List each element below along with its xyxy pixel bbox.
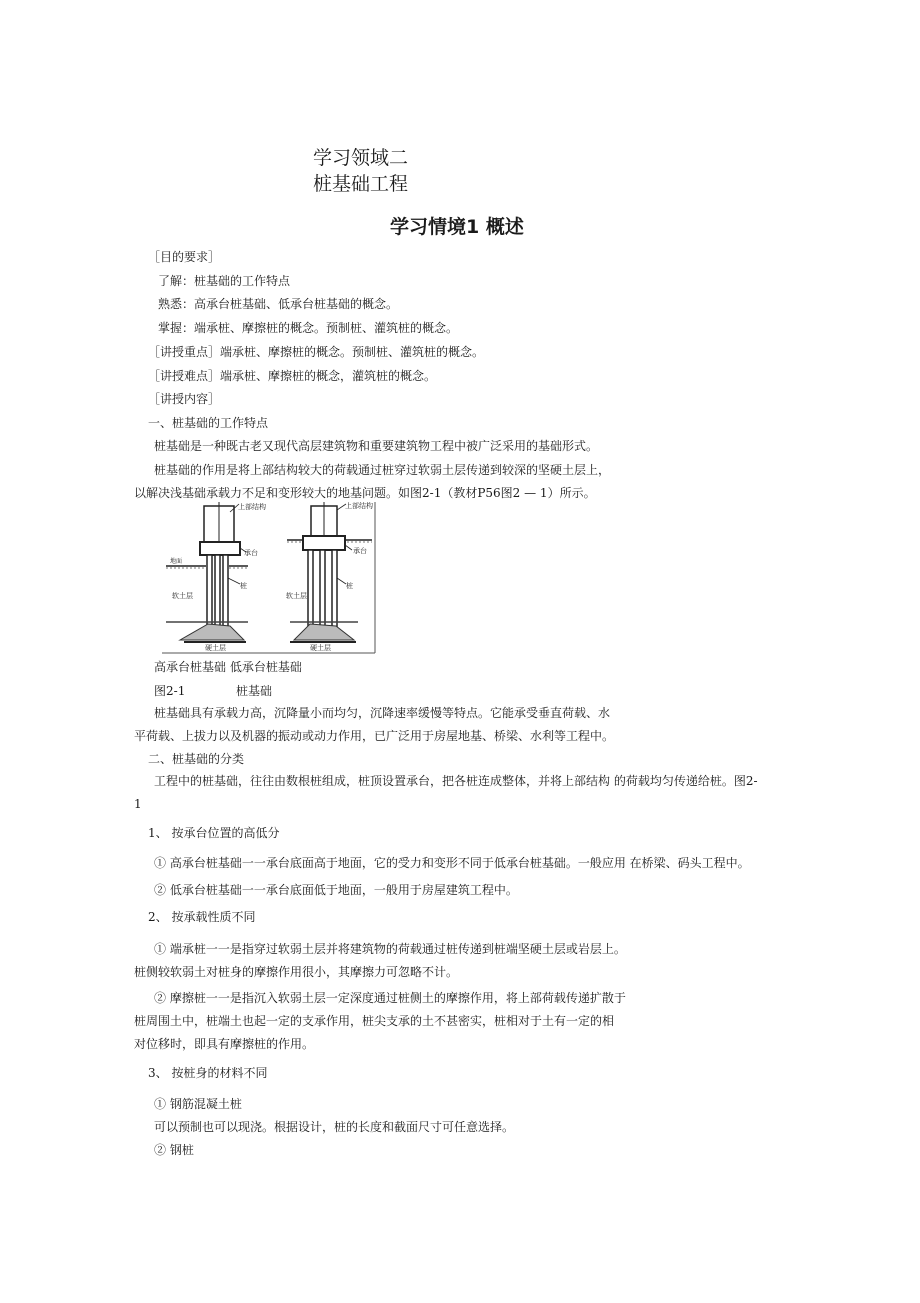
list-item: ① 钢筋混凝土桩 [154,1097,242,1111]
list-item: ① 端承桩一一是指穿过软弱土层并将建筑物的荷载通过桩传递到桩端坚硬土层或岩层上。 [154,942,626,956]
objective-familiar: 熟悉：高承台桩基础、低承台桩基础的概念。 [158,297,399,311]
objective-understand: 了解：桩基础的工作特点 [158,274,291,288]
label-pile-cap: 承台 [244,549,258,557]
high-cap-pile-diagram [166,502,266,652]
objective-master: 掌握：端承桩、摩擦桩的概念。预制桩、灌筑桩的概念。 [158,321,459,335]
situation-title: 学习情境1 概述 [390,216,524,238]
teaching-content-heading: ［讲授内容］ [148,392,221,406]
label-soft-soil: 软土层 [286,592,307,600]
section-2-heading: 二、桩基础的分类 [148,752,245,766]
paragraph: 桩周围土中，桩端土也起一定的支承作用，桩尖支承的土不甚密实，桩相对于土有一定的相 [134,1014,615,1028]
paragraph: 对位移时，即具有摩擦桩的作用。 [134,1037,315,1051]
paragraph: 桩基础的作用是将上部结构较大的荷载通过桩穿过软弱土层传递到较深的坚硬土层上， [154,463,611,477]
section-1-heading: 一、桩基础的工作特点 [148,416,269,430]
label-soft-soil: 软土层 [172,592,193,600]
paragraph: 桩侧较软弱土对桩身的摩擦作用很小，其摩擦力可忽略不计。 [134,965,459,979]
label-superstructure: 上部结构 [345,502,373,510]
objectives-heading: ［目的要求］ [148,250,221,264]
label-pile: 桩 [346,582,353,590]
paragraph: 桩基础具有承载力高，沉降量小而均匀，沉降速率缓慢等特点。它能承受垂直荷载、水 [154,706,611,720]
paragraph: 可以预制也可以现浇。根据设计，桩的长度和截面尺寸可任意选择。 [154,1120,515,1134]
subsection-heading: 3、 按桩身的材料不同 [148,1066,268,1080]
figure-caption-name: 桩基础 [236,684,273,698]
label-ground: 地面 [170,558,183,565]
paragraph: 桩基础是一种既古老又现代高层建筑物和重要建筑物工程中被广泛采用的基础形式。 [154,439,599,453]
list-item: ② 钢桩 [154,1143,194,1157]
subsection-heading: 1、 按承台位置的高低分 [148,826,280,840]
list-item: ② 低承台桩基础一一承台底面低于地面，一般用于房屋建筑工程中。 [154,883,518,897]
paragraph: 以解决浅基础承载力不足和变形较大的地基问题。如图2-1（教材P56图2 — 1）所示。 [134,486,596,500]
figure-caption-types: 高承台桩基础 低承台桩基础 [154,660,302,674]
teaching-key-points: ［讲授重点］端承桩、摩擦桩的概念。预制桩、灌筑桩的概念。 [148,345,485,359]
label-superstructure: 上部结构 [238,503,266,511]
list-item: ① 高承台桩基础一一承台底面高于地面，它的受力和变形不同于低承台桩基础。一般应用 在桥梁、码头工程中。 [154,856,750,870]
label-pile-cap: 承台 [353,547,367,555]
list-item: ② 摩擦桩一一是指沉入软弱土层一定深度通过桩侧土的摩擦作用，将上部荷载传递扩散于 [154,991,626,1005]
area-title: 学习领域二 [313,147,409,169]
label-pile: 桩 [240,582,247,590]
paragraph: 平荷载、上拔力以及机器的振动或动力作用，已广泛用于房屋地基、桥梁、水利等工程中。 [134,729,615,743]
subsection-heading: 2、 按承载性质不同 [148,910,256,924]
area-subtitle: 桩基础工程 [313,173,409,195]
pile-foundation-figure [160,500,380,656]
low-cap-pile-diagram [286,501,373,652]
figure-caption-number: 图2-1 [154,684,186,698]
paragraph: 工程中的桩基础，往往由数根桩组成，桩顶设置承台，把各桩连成整体，并将上部结构 的荷载均匀传递给桩。图2- [154,774,758,788]
teaching-difficulties: ［讲授难点］端承桩、摩擦桩的概念，灌筑桩的概念。 [148,369,437,383]
label-hard-soil: 硬土层 [205,644,226,652]
paragraph: 1 [134,797,142,811]
label-hard-soil: 硬土层 [310,644,331,652]
